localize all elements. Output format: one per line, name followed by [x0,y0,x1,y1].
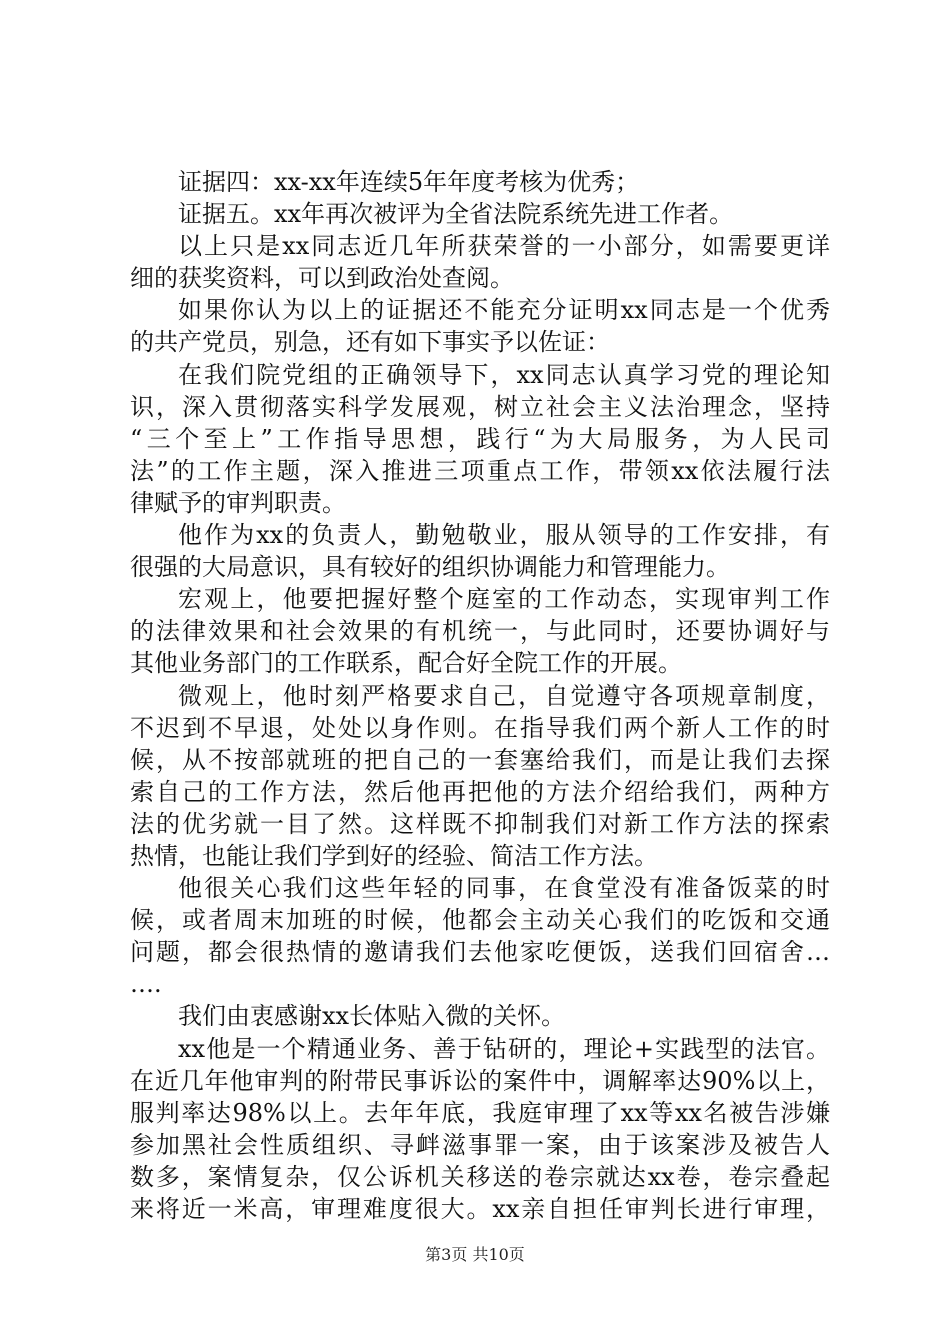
text-line: 不迟到不早退，处处以身作则。在指导我们两个新人工作的时 [130,713,830,742]
text-line: 他很关心我们这些年轻的同事，在食堂没有准备饭菜的时 [178,874,830,903]
text-line: …. [130,970,162,999]
text-line: 候，从不按部就班的把自己的一套塞给我们，而是让我们去探 [130,745,830,774]
text-line: xx他是一个精通业务、善于钻研的，理论+实践型的法官。 [178,1034,830,1063]
text-line: 的法律效果和社会效果的有机统一，与此同时，还要协调好与 [130,617,830,646]
document-body [130,166,830,1225]
text-line: 来将近一米高，审理难度很大。xx亲自担任审判长进行审理， [130,1195,830,1223]
text-line: 微观上，他时刻严格要求自己，自觉遵守各项规章制度， [178,681,830,710]
text-line: 他作为xx的负责人，勤勉敬业，服从领导的工作安排，有 [178,521,830,550]
text-line: 证据五。xx年再次被评为全省法院系统先进工作者。 [178,200,734,229]
text-line: 很强的大局意识，具有较好的组织协调能力和管理能力。 [130,553,730,582]
text-line: 如果你认为以上的证据还不能充分证明xx同志是一个优秀 [178,296,830,325]
text-line: 其他业务部门的工作联系，配合好全院工作的开展。 [130,649,682,678]
text-line: 问题，都会很热情的邀请我们去他家吃便饭，送我们回宿舍… [130,938,830,967]
text-line: 法”的工作主题，深入推进三项重点工作，带领xx依法履行法 [130,456,830,485]
text-line: 我们由衷感谢xx长体贴入微的关怀。 [178,1002,566,1031]
text-line: 的共产党员，别急，还有如下事实予以佐证： [130,328,610,357]
text-line: 在近几年他审判的附带民事诉讼的案件中，调解率达90%以上， [130,1066,830,1095]
text-line: 宏观上，他要把握好整个庭室的工作动态，实现审判工作 [178,585,830,614]
text-line: 以上只是xx同志近几年所获荣誉的一小部分，如需要更详 [178,232,830,261]
page-number-label: 第3页 共10页 [425,1245,525,1264]
text-line: 律赋予的审判职责。 [130,488,346,517]
text-line: “三个至上”工作指导思想，践行“为大局服务，为人民司 [130,424,830,453]
page-footer [0,1242,950,1265]
text-line: 热情，也能让我们学到好的经验、简洁工作方法。 [130,841,658,870]
text-line: 法的优劣就一目了然。这样既不抑制我们对新工作方法的探索 [130,809,830,838]
text-line: 细的获奖资料，可以到政治处查阅。 [130,264,514,293]
text-line: 服判率达98%以上。去年年底，我庭审理了xx等xx名被告涉嫌 [130,1098,830,1127]
text-line: 索自己的工作方法，然后他再把他的方法介绍给我们，两种方 [130,777,830,806]
text-line: 数多，案情复杂，仅公诉机关移送的卷宗就达xx卷，卷宗叠起 [130,1162,830,1191]
text-line: 参加黑社会性质组织、寻衅滋事罪一案，由于该案涉及被告人 [130,1130,830,1159]
text-line: 识，深入贯彻落实科学发展观，树立社会主义法治理念，坚持 [130,392,830,421]
text-line: 在我们院党组的正确领导下，xx同志认真学习党的理论知 [178,360,830,389]
text-line: 证据四：xx-xx年连续5年年度考核为优秀； [178,168,640,196]
text-line: 候，或者周末加班的时候，他都会主动关心我们的吃饭和交通 [130,906,830,935]
